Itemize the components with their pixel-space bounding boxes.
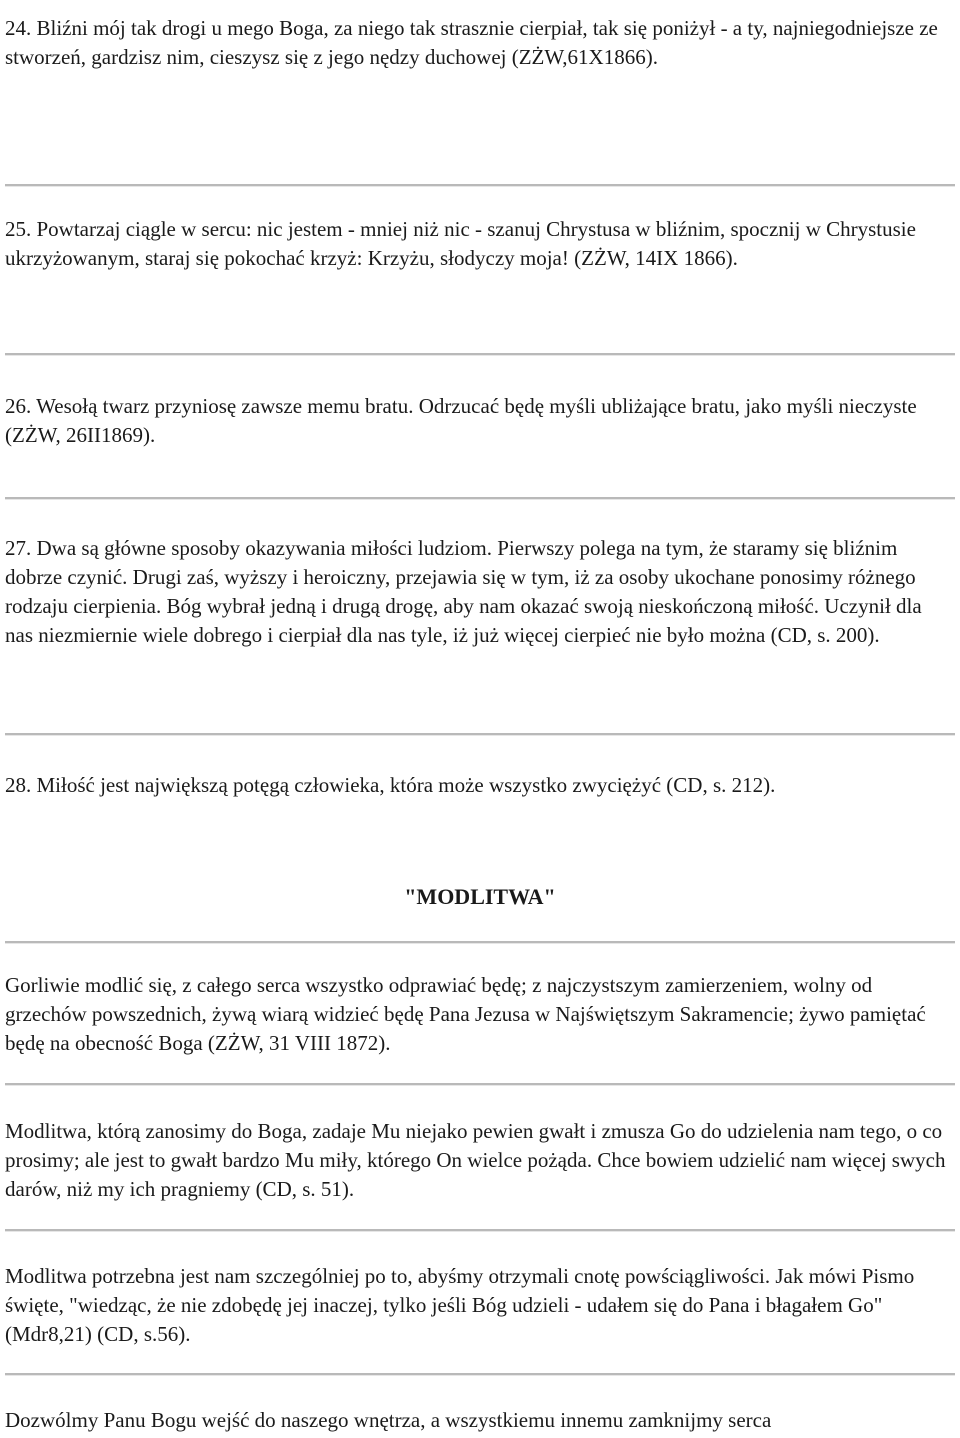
section-heading-modlitwa: "MODLITWA" [404, 884, 556, 909]
divider-rule [5, 497, 955, 500]
divider-rule [5, 1083, 955, 1086]
paragraph-24: 24. Bliźni mój tak drogi u mego Boga, za niego tak strasznie cierpiał, tak się poniżył - a ty, najniegodniejsze ze stworzeń, gardzisz nim, cieszysz się z jego nędzy duchowej (ZŻW,61X1866). [5, 16, 938, 69]
prayer-paragraph-2: Modlitwa, którą zanosimy do Boga, zadaje Mu niejako pewien gwałt i zmusza Go do udzielenia nam tego, o co prosimy; ale jest to gwałt bardzo Mu miły, którego On wielce pożąda. Chce bowiem udzielić nam więcej swych darów, niż my ich pragniemy (CD, s. 51). [5, 1119, 946, 1201]
prayer-paragraph-1: Gorliwie modlić się, z całego serca wszystko odprawiać będę; z najczystszym zamierzeniem, wolny od grzechów powszednich, żywą wiarą widzieć będę Pana Jezusa w Najświętszym Sakramencie; żywo pamiętać będę na obecność Boga (ZŻW, 31 VIII 1872). [5, 973, 926, 1055]
divider-rule [5, 733, 955, 736]
divider-rule [5, 184, 955, 187]
divider-rule [5, 941, 955, 944]
prayer-paragraph-4: Dozwólmy Panu Bogu wejść do naszego wnętrza, a wszystkiemu innemu zamknijmy serca [5, 1408, 772, 1432]
divider-rule [5, 1373, 955, 1376]
paragraph-28: 28. Miłość jest największą potęgą człowieka, która może wszystko zwyciężyć (CD, s. 212). [5, 773, 776, 797]
paragraph-25: 25. Powtarzaj ciągle w sercu: nic jestem - mniej niż nic - szanuj Chrystusa w bliźnim, spocznij w Chrystusie ukrzyżowanym, staraj się pokochać krzyż: Krzyżu, słodyczy moja! (ZŻW, 14IX 1866). [5, 217, 916, 270]
paragraph-26: 26. Wesołą twarz przyniosę zawsze memu bratu. Odrzucać będę myśli ubliżające bratu, jako myśli nieczyste (ZŻW, 26II1869). [5, 394, 917, 447]
divider-rule [5, 353, 955, 356]
divider-rule [5, 1229, 955, 1232]
prayer-paragraph-3: Modlitwa potrzebna jest nam szczególniej po to, abyśmy otrzymali cnotę powściągliwości. Jak mówi Pismo święte, "wiedząc, że nie zdobędę jej inaczej, tylko jeśli Bóg udzieli - udałem się do Pana i błagałem Go" (Mdr8,21) (CD, s.56). [5, 1264, 915, 1346]
paragraph-27: 27. Dwa są główne sposoby okazywania miłości ludziom. Pierwszy polega na tym, że staramy się bliźnim dobrze czynić. Drugi zaś, wyższy i heroiczny, przejawia się w tym, iż za osoby ukochane ponosimy różnego rodzaju cierpienia. Bóg wybrał jedną i drugą drogę, aby nam okazać swoją nieskończoną miłość. Uczynił dla nas niezmiernie wiele dobrego i cierpiał dla nas tyle, iż już więcej cierpieć nie było można (CD, s. 200). [5, 536, 922, 647]
